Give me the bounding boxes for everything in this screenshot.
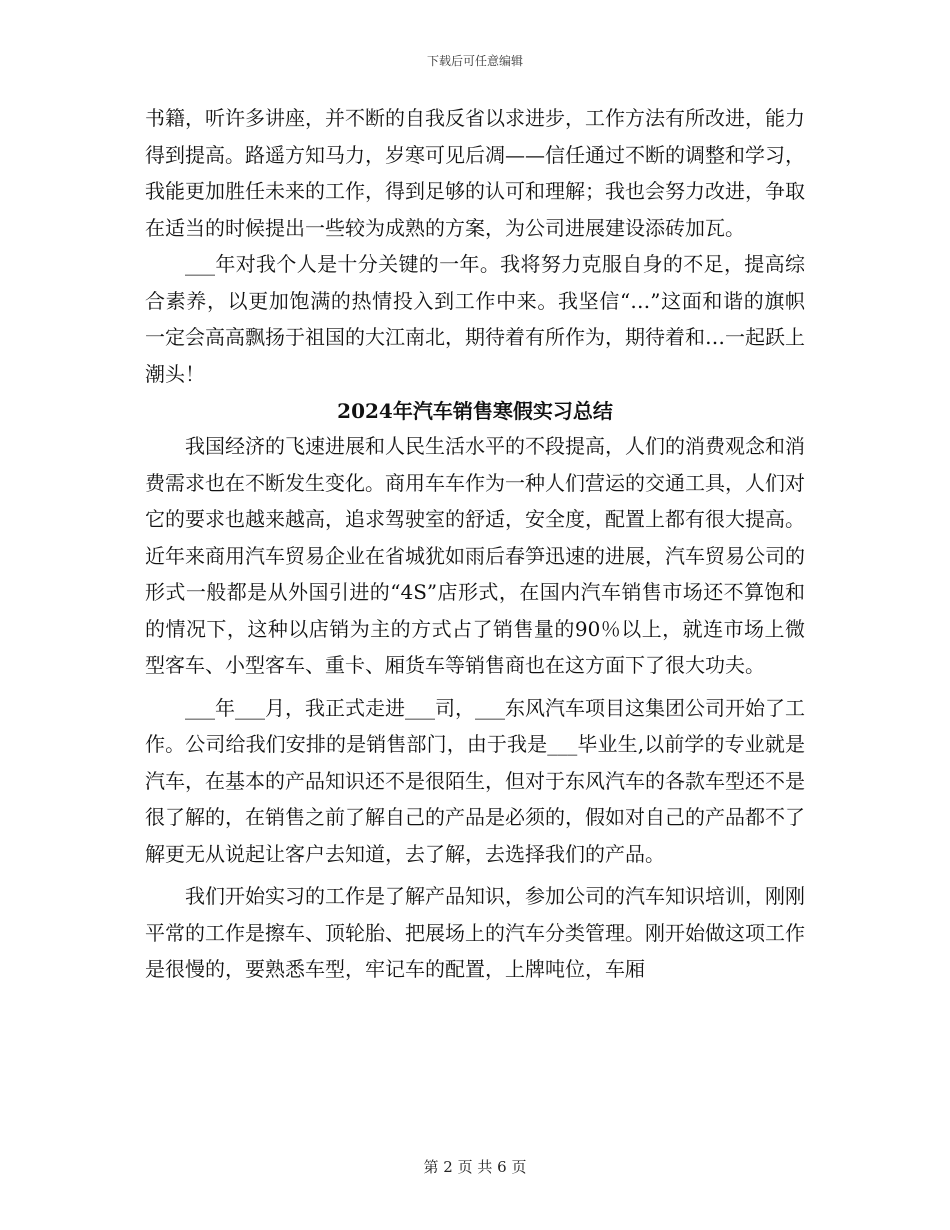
document-body [145, 100, 805, 988]
paragraph-year-outlook: ___年对我个人是十分关键的一年。我将努力克服自身的不足，提高综合素养，以更加饱满的热情投入到工作中来。我坚信“…”这面和谐的旗帜一定会高高飘扬于祖国的大江南北，期待着有所作为，期待着和…一起跃上潮头！ [145, 252, 805, 386]
page-header: 下载后可任意编辑 [426, 54, 523, 68]
paragraph-joining-company: ___年___月，我正式走进___司，___东风汽车项目这集团公司开始了工作。公司给我们安排的是销售部门，由于我是___毕业生,以前学的专业就是汽车，在基本的产品知识还不是很陌生，但对于东风汽车的各款车型还不是很了解的，在销售之前了解自己的产品是必须的，假如对自己的产品都不了解更无从说起让客户去知道，去了解，去选择我们的产品。 [145, 695, 805, 866]
section-title: 2024年汽车销售寒假实习总结 [337, 399, 613, 423]
page-number: 第 2 页 共 6 页 [423, 1158, 527, 1176]
paragraph-internship-work: 我们开始实习的工作是了解产品知识，参加公司的汽车知识培训，刚刚平常的工作是擦车、顶轮胎、把展场上的汽车分类管理。刚开始做这项工作是很慢的，要熟悉车型，牢记车的配置，上牌吨位，车厢 [145, 884, 805, 981]
paragraph-continued: 书籍，听许多讲座，并不断的自我反省以求进步，工作方法有所改进，能力得到提高。路遥方知马力，岁寒可见后凋——信任通过不断的调整和学习，我能更加胜任未来的工作，得到足够的认可和理解；我也会努力改进，争取在适当的时候提出一些较为成熟的方案，为公司进展建设添砖加瓦。 [145, 106, 805, 240]
paragraph-market-background: 我国经济的飞速进展和人民生活水平的不段提高，人们的消费观念和消费需求也在不断发生变化。商用车车作为一种人们营运的交通工具，人们对它的要求也越来越高，追求驾驶室的舒适，安全度，配置上都有很大提高。近年来商用汽车贸易企业在省城犹如雨后春笋迅速的进展，汽车贸易公司的形式一般都是从外国引进的“4S”店形式，在国内汽车销售市场还不算饱和的情况下，这种以店销为主的方式占了销售量的90％以上，就连市场上微型客车、小型客车、重卡、厢货车等销售商也在这方面下了很大功夫。 [145, 434, 805, 677]
